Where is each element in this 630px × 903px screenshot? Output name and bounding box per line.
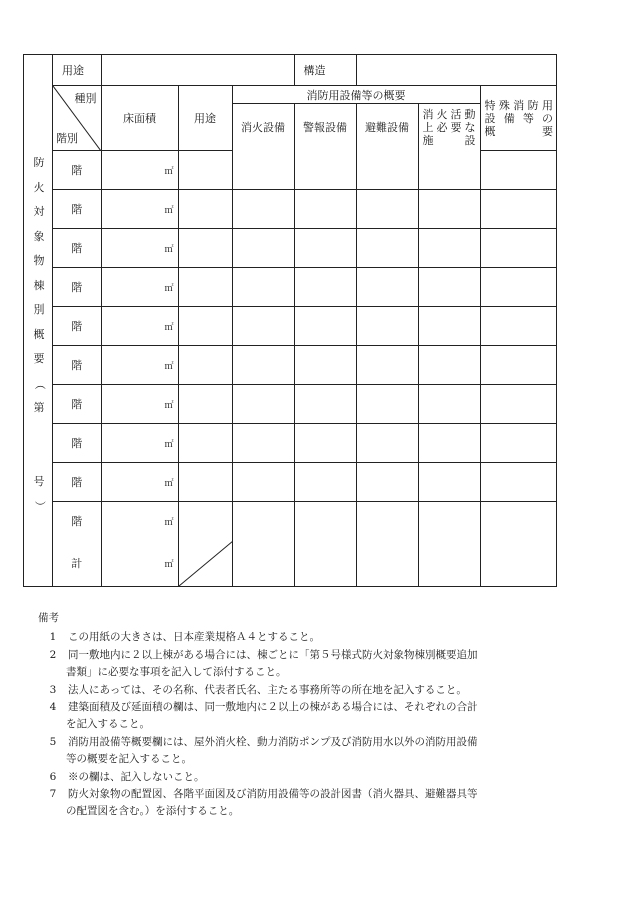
remark-number: 7 <box>49 788 57 801</box>
floor-label: 階 <box>71 476 83 489</box>
side-char: 概 <box>33 327 45 341</box>
floor-youto-field[interactable] <box>178 229 232 268</box>
floor-label: 階 <box>71 437 83 450</box>
remark-number: 3 <box>49 683 57 696</box>
floor-tokushu-field[interactable] <box>480 268 557 307</box>
remark-text: この用紙の大きさは、日本産業規格Ａ４とすること。 <box>68 631 320 644</box>
floor-area-field[interactable] <box>101 151 178 190</box>
floor-keiho-field[interactable] <box>294 190 356 229</box>
katsudo-line: 消火活動 <box>422 107 476 121</box>
unit-label: ㎡ <box>164 166 174 177</box>
total-shoka-field[interactable] <box>232 541 294 586</box>
floor-shoka-field[interactable] <box>232 424 294 463</box>
unit-label: ㎡ <box>164 205 174 216</box>
floor-label: 階 <box>71 320 83 333</box>
total-keiho-field[interactable] <box>294 541 356 586</box>
floor-keiho-field[interactable] <box>294 229 356 268</box>
floor-katsudo-field[interactable] <box>418 151 480 190</box>
floor-row <box>53 190 557 229</box>
katsudo-line: 上必要な <box>422 120 476 134</box>
floor-tokushu-field[interactable] <box>480 229 557 268</box>
floor-area-field[interactable] <box>101 385 178 424</box>
floor-hinan-field[interactable] <box>356 229 418 268</box>
unit-label: ㎡ <box>164 283 174 294</box>
unit-label: ㎡ <box>164 322 174 333</box>
floor-youto-field[interactable] <box>178 268 232 307</box>
side-char: 防 <box>33 156 45 169</box>
unit-label: ㎡ <box>164 439 174 450</box>
floor-hinan-field[interactable] <box>356 424 418 463</box>
youto-field[interactable] <box>101 55 294 86</box>
remark-item <box>46 786 586 821</box>
unit-label: ㎡ <box>164 559 174 570</box>
floor-keiho-field[interactable] <box>294 151 356 190</box>
floor-cell[interactable] <box>53 229 101 268</box>
remark-item <box>46 734 586 769</box>
floor-youto-field[interactable] <box>178 502 232 541</box>
total-row <box>53 541 557 586</box>
floor-label: 階 <box>71 164 83 177</box>
shubetsu-kaibetsu-header <box>53 86 101 151</box>
floor-youto-field[interactable] <box>178 346 232 385</box>
floor-keiho-field[interactable] <box>294 424 356 463</box>
floor-row <box>53 502 557 541</box>
side-char: 別 <box>33 303 45 316</box>
yukamenseki-header: 床面積 <box>101 86 178 151</box>
floor-youto-field[interactable] <box>178 190 232 229</box>
shoka-header: 消火設備 <box>232 104 294 151</box>
tokushu-line: 概 要 <box>484 124 554 138</box>
katsudo-line: 施 設 <box>422 133 476 147</box>
remark-item <box>46 647 586 682</box>
unit-label: ㎡ <box>164 361 174 372</box>
remarks-heading: 備考 <box>38 612 59 624</box>
overview-table <box>53 55 557 586</box>
remark-item <box>46 629 586 646</box>
total-diagonal-line <box>179 541 233 586</box>
floor-shoka-field[interactable] <box>232 346 294 385</box>
floor-label: 階 <box>71 398 83 411</box>
floor-katsudo-field[interactable] <box>418 307 480 346</box>
floor-keiho-field[interactable] <box>294 268 356 307</box>
floor-area-field[interactable] <box>101 502 178 541</box>
floor-youto-field[interactable] <box>178 463 232 502</box>
floor-youto-field[interactable] <box>178 151 232 190</box>
floor-row <box>53 463 557 502</box>
floor-shoka-field[interactable] <box>232 229 294 268</box>
floor-katsudo-field[interactable] <box>418 424 480 463</box>
remark-number: 6 <box>49 770 57 783</box>
kaibetsu-label: 階別 <box>56 132 78 145</box>
floor-area-field[interactable] <box>101 190 178 229</box>
side-number-blank <box>31 421 47 470</box>
total-katsudo-field[interactable] <box>418 541 480 586</box>
floor-hinan-field[interactable] <box>356 268 418 307</box>
floor-hinan-field[interactable] <box>356 502 418 541</box>
floor-youto-field[interactable] <box>178 424 232 463</box>
remark-item <box>46 769 586 786</box>
remark-number: 5 <box>49 735 57 748</box>
floor-katsudo-field[interactable] <box>418 463 480 502</box>
floor-row <box>53 424 557 463</box>
floor-hinan-field[interactable] <box>356 190 418 229</box>
floor-cell[interactable] <box>53 268 101 307</box>
total-youto-crossed <box>178 541 232 586</box>
floor-shoka-field[interactable] <box>232 385 294 424</box>
floor-rows <box>53 151 557 541</box>
remark-text: ※の欄は、記入しないこと。 <box>68 770 205 783</box>
unit-label: ㎡ <box>164 400 174 411</box>
floor-tokushu-field[interactable] <box>480 307 557 346</box>
unit-label: ㎡ <box>164 244 174 255</box>
floor-keiho-field[interactable] <box>294 346 356 385</box>
floor-row <box>53 229 557 268</box>
floor-shoka-field[interactable] <box>232 307 294 346</box>
fire-equipment-overview-header: 消防用設備等の概要 <box>232 86 480 104</box>
floor-keiho-field[interactable] <box>294 502 356 541</box>
floor-shoka-field[interactable] <box>232 502 294 541</box>
side-gou: 号 <box>33 474 45 488</box>
floor-label: 階 <box>71 242 83 255</box>
floor-area-field[interactable] <box>101 268 178 307</box>
floor-shoka-field[interactable] <box>232 268 294 307</box>
floor-katsudo-field[interactable] <box>418 229 480 268</box>
floor-hinan-field[interactable] <box>356 346 418 385</box>
header-row-1 <box>53 86 557 104</box>
floor-keiho-field[interactable] <box>294 385 356 424</box>
total-tokushu-field[interactable] <box>480 541 557 586</box>
floor-katsudo-field[interactable] <box>418 268 480 307</box>
floor-youto-field[interactable] <box>178 385 232 424</box>
form-frame <box>23 54 557 587</box>
remark-continuation: を記入すること。 <box>66 718 150 731</box>
total-area-field[interactable] <box>101 541 178 586</box>
floor-label: 階 <box>71 203 83 216</box>
side-dai: 第 <box>33 401 45 414</box>
side-char: 要 <box>33 352 45 365</box>
remark-continuation: 書類」に必要な事項を記入して添付すること。 <box>66 666 287 679</box>
floor-hinan-field[interactable] <box>356 151 418 190</box>
floor-tokushu-field[interactable] <box>480 190 557 229</box>
tokushu-line: 設 備 等 の <box>484 111 554 125</box>
floor-katsudo-field[interactable] <box>418 502 480 541</box>
floor-area-field[interactable] <box>101 346 178 385</box>
floor-hinan-field[interactable] <box>356 307 418 346</box>
floor-keiho-field[interactable] <box>294 463 356 502</box>
floor-label: 階 <box>71 359 83 372</box>
remark-text: 法人にあっては、その名称、代表者氏名、主たる事務所等の所在地を記入すること。 <box>68 683 467 696</box>
floor-shoka-field[interactable] <box>232 463 294 502</box>
floor-tokushu-field[interactable] <box>480 424 557 463</box>
floor-area-field[interactable] <box>101 424 178 463</box>
tokushu-header <box>480 86 557 151</box>
floor-row <box>53 151 557 190</box>
floor-label: 階 <box>71 281 83 294</box>
floor-area-field[interactable] <box>101 229 178 268</box>
side-char: 棟 <box>33 278 45 292</box>
remark-text: 防火対象物の配置図、各階平面図及び消防用設備等の設計図書（消火器具、避難器具等 <box>68 788 478 801</box>
side-paren-close: ） <box>33 500 47 512</box>
shubetsu-label: 種別 <box>74 92 97 105</box>
kozo-field[interactable] <box>356 55 557 86</box>
floor-cell[interactable] <box>53 190 101 229</box>
floor-cell[interactable] <box>53 346 101 385</box>
remark-number: 1 <box>49 631 57 644</box>
floor-label: 階 <box>71 515 83 529</box>
floor-hinan-field[interactable] <box>356 385 418 424</box>
floor-area-field[interactable] <box>101 307 178 346</box>
total-label: 計 <box>53 541 101 586</box>
floor-shoka-field[interactable] <box>232 190 294 229</box>
floor-cell[interactable] <box>53 424 101 463</box>
side-char: 火 <box>33 180 45 194</box>
floor-katsudo-field[interactable] <box>418 346 480 385</box>
remark-continuation: 等の概要を記入すること。 <box>66 753 192 766</box>
floor-cell[interactable] <box>53 502 101 541</box>
kozo-label: 構造 <box>294 55 356 86</box>
floor-area-field[interactable] <box>101 463 178 502</box>
remark-number: 2 <box>49 648 57 661</box>
floor-youto-field[interactable] <box>178 307 232 346</box>
floor-tokushu-field[interactable] <box>480 346 557 385</box>
youto-row <box>53 55 557 86</box>
unit-label: ㎡ <box>164 517 174 528</box>
floor-cell[interactable] <box>53 307 101 346</box>
floor-shoka-field[interactable] <box>232 151 294 190</box>
youto-label: 用途 <box>53 55 101 86</box>
floor-row <box>53 385 557 424</box>
floor-cell[interactable] <box>53 151 101 190</box>
floor-cell[interactable] <box>53 463 101 502</box>
floor-keiho-field[interactable] <box>294 307 356 346</box>
side-char: 象 <box>33 229 45 243</box>
remark-item <box>46 682 586 699</box>
total-hinan-field[interactable] <box>356 541 418 586</box>
floor-cell[interactable] <box>53 385 101 424</box>
side-title-column <box>24 55 53 586</box>
remark-text: 消防用設備等概要欄には、屋外消火栓、動力消防ポンプ及び消防用水以外の消防用設備 <box>68 735 478 748</box>
floor-katsudo-field[interactable] <box>418 190 480 229</box>
floor-tokushu-field[interactable] <box>480 385 557 424</box>
floor-row <box>53 268 557 307</box>
floor-row <box>53 307 557 346</box>
remark-continuation: の配置図を含む。）を添付すること。 <box>66 805 240 818</box>
floor-hinan-field[interactable] <box>356 463 418 502</box>
floor-tokushu-field[interactable] <box>480 151 557 190</box>
youto-col-header: 用途 <box>178 86 232 151</box>
side-char: 物 <box>33 254 45 267</box>
keiho-header: 警報設備 <box>294 104 356 151</box>
side-char: 対 <box>33 205 45 218</box>
katsudo-header <box>418 104 480 151</box>
floor-katsudo-field[interactable] <box>418 385 480 424</box>
side-title <box>31 151 47 519</box>
unit-label: ㎡ <box>164 478 174 489</box>
remark-number: 4 <box>49 701 57 714</box>
hinan-header: 避難設備 <box>356 104 418 151</box>
floor-tokushu-field[interactable] <box>480 502 557 541</box>
remark-text: 同一敷地内に２以上棟がある場合には、棟ごとに「第５号様式防火対象物棟別概要追加 <box>68 648 478 661</box>
tokushu-line: 特殊消防用 <box>484 98 554 112</box>
side-paren-open: （ <box>33 378 47 390</box>
remark-text: 建築面積及び延面積の欄は、同一敷地内に２以上の棟がある場合には、それぞれの合計 <box>68 701 478 714</box>
floor-row <box>53 346 557 385</box>
remark-item <box>46 699 586 734</box>
floor-tokushu-field[interactable] <box>480 463 557 502</box>
remarks-section <box>38 610 586 821</box>
